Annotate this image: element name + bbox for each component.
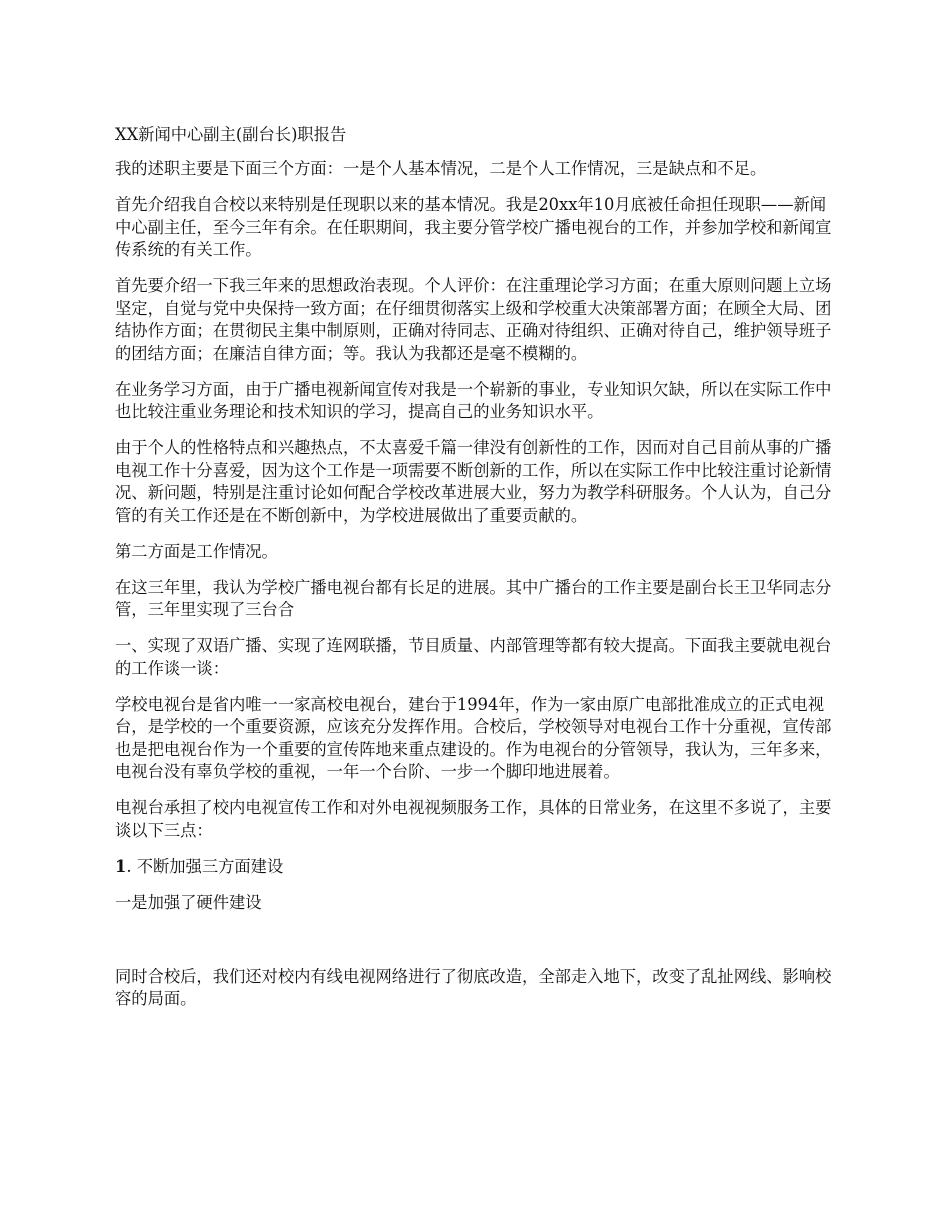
- document-title: XX新闻中心副主(副台长)职报告: [115, 125, 347, 144]
- paragraph-bilingual: 一、实现了双语广播、实现了连网联播，节目质量、内部管理等都有较大提高。下面我主要就电视台的工作谈一谈：: [115, 636, 832, 678]
- paragraph-network: 同时合校后，我们还对校内有线电视网络进行了彻底改造，全部走入地下，改变了乱扯网线、影响校容的局面。: [115, 966, 832, 1008]
- sub-heading: 一是加强了硬件建设: [115, 892, 262, 912]
- section-heading-text: . 不断加强三方面建设: [126, 856, 284, 876]
- paragraph-work-section: 第二方面是工作情况。: [115, 541, 278, 561]
- document-body: [115, 124, 840, 1024]
- paragraph-political: 首先要介绍一下我三年来的思想政治表现。个人评价：在注重理论学习方面；在重大原则问题上立场坚定，自觉与党中央保持一致方面；在仔细贯彻落实上级和学校重大决策部署方面；在顾全大局、团结协作方面；在贯彻民主集中制原则，正确对待同志、正确对待组织、正确对待自己，维护领导班子的团结方面；在廉洁自律方面；等。我认为我都还是毫不模糊的。: [115, 276, 832, 363]
- paragraph-tv-station: 学校电视台是省内唯一一家高校电视台，建台于1994年，作为一家由原广电部批准成立的正式电视台，是学校的一个重要资源，应该充分发挥作用。合校后，学校领导对电视台工作十分重视，宣传部也是把电视台作为一个重要的宣传阵地来重点建设的。作为电视台的分管领导，我认为，三年多来，电视台没有辜负学校的重视，一年一个台阶、一步一个脚印地进展着。: [115, 694, 832, 781]
- paragraph-personality: 由于个人的性格特点和兴趣热点，不太喜爱千篇一律没有创新性的工作，因而对自己目前从事的广播电视工作十分喜爱，因为这个工作是一项需要不断创新的工作，所以在实际工作中比较注重讨论新情况、新问题，特别是注重讨论如何配合学校改革进展大业，努力为教学科研服务。个人认为，自己分管的有关工作还是在不断创新中，为学校进展做出了重要贡献的。: [115, 438, 832, 525]
- blank-gap: [115, 928, 840, 966]
- paragraph-intro: 我的述职主要是下面三个方面：一是个人基本情况，二是个人工作情况，三是缺点和不足。: [115, 159, 767, 178]
- paragraph-study: 在业务学习方面，由于广播电视新闻宣传对我是一个崭新的事业，专业知识欠缺，所以在实际工作中也比较注重业务理论和技术知识的学习，提高自己的业务知识水平。: [115, 379, 832, 421]
- paragraph-three-years: 在这三年里，我认为学校广播电视台都有长足的进展。其中广播台的工作主要是副台长王卫华同志分管，三年里实现了三台合: [115, 577, 832, 619]
- section-heading: [115, 856, 840, 879]
- paragraph-tv-duties: 电视台承担了校内电视宣传工作和对外电视视频服务工作，具体的日常业务，在这里不多说了，主要谈以下三点：: [115, 798, 832, 840]
- paragraph-basic-info: 首先介绍我自合校以来特别是任现职以来的基本情况。我是20xx年10月底被任命担任现职——新闻中心副主任，至今三年有余。在任职期间，我主要分管学校广播电视台的工作，并参加学校和新闻宣传系统的有关工作。: [115, 195, 832, 259]
- section-heading-number: 1: [115, 856, 127, 876]
